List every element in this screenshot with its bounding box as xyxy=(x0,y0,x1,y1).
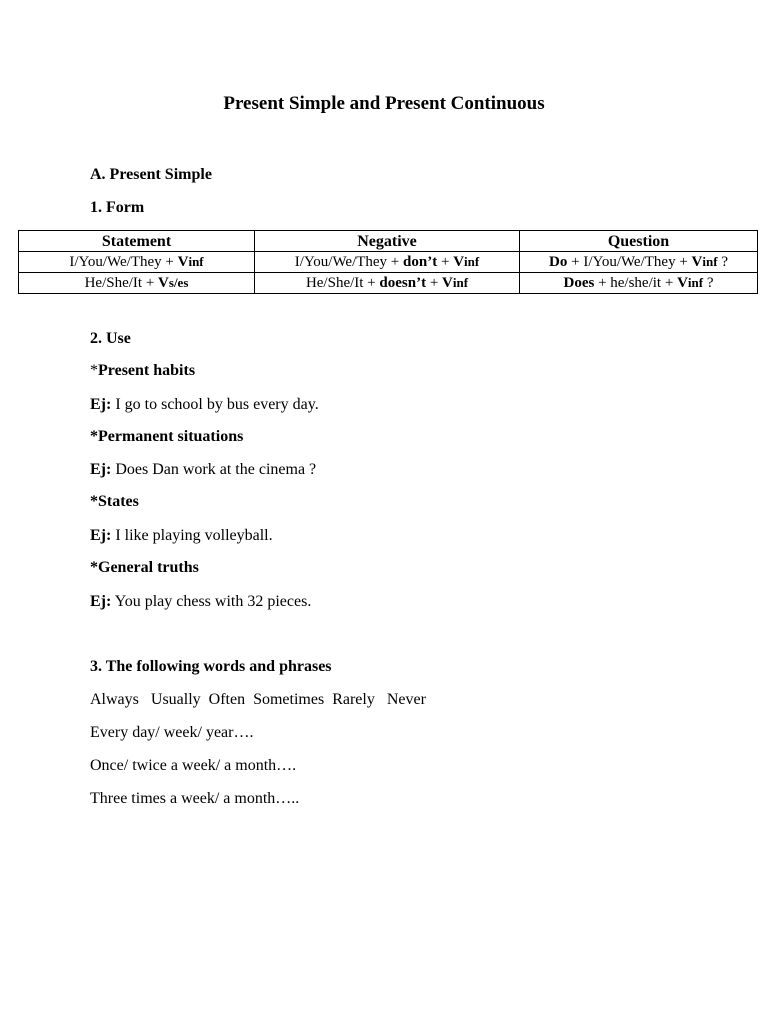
use-heading: 2. Use xyxy=(90,330,131,347)
use-example-states: Ej: I like playing volleyball. xyxy=(90,527,273,544)
phrases-heading: 3. The following words and phrases xyxy=(90,658,332,675)
cell-statement-2: He/She/It + Vs/es xyxy=(19,273,255,294)
use-label-permanent-situations: *Permanent situations xyxy=(90,428,244,445)
phrase-every-day: Every day/ week/ year…. xyxy=(90,724,254,741)
cell-statement-1: I/You/We/They + Vinf xyxy=(19,252,255,273)
section-a-heading: A. Present Simple xyxy=(90,166,212,183)
table-header-row xyxy=(19,231,758,252)
form-heading: 1. Form xyxy=(90,199,145,216)
cell-question-2: Does + he/she/it + Vinf ? xyxy=(520,273,758,294)
use-example-present-habits: Ej: I go to school by bus every day. xyxy=(90,396,319,413)
use-label-present-habits: *Present habits xyxy=(90,362,196,379)
use-example-permanent-situations: Ej: Does Dan work at the cinema ? xyxy=(90,461,317,478)
table-row xyxy=(19,252,758,273)
use-label-states: *States xyxy=(90,493,139,510)
cell-negative-2: He/She/It + doesn’t + Vinf xyxy=(255,273,520,294)
cell-question-1: Do + I/You/We/They + Vinf ? xyxy=(520,252,758,273)
use-example-general-truths: Ej: You play chess with 32 pieces. xyxy=(90,593,312,610)
phrase-once-twice: Once/ twice a week/ a month…. xyxy=(90,757,297,774)
page-title: Present Simple and Present Continuous xyxy=(223,93,545,114)
phrase-three-times: Three times a week/ a month….. xyxy=(90,790,300,807)
header-negative: Negative xyxy=(255,231,520,252)
header-statement: Statement xyxy=(19,231,255,252)
frequency-adverbs-line: Always Usually Often Sometimes Rarely Never xyxy=(90,691,426,708)
use-label-general-truths: *General truths xyxy=(90,559,199,576)
cell-negative-1: I/You/We/They + don’t + Vinf xyxy=(255,252,520,273)
table-row xyxy=(19,273,758,294)
header-question: Question xyxy=(520,231,758,252)
form-table xyxy=(18,230,758,294)
